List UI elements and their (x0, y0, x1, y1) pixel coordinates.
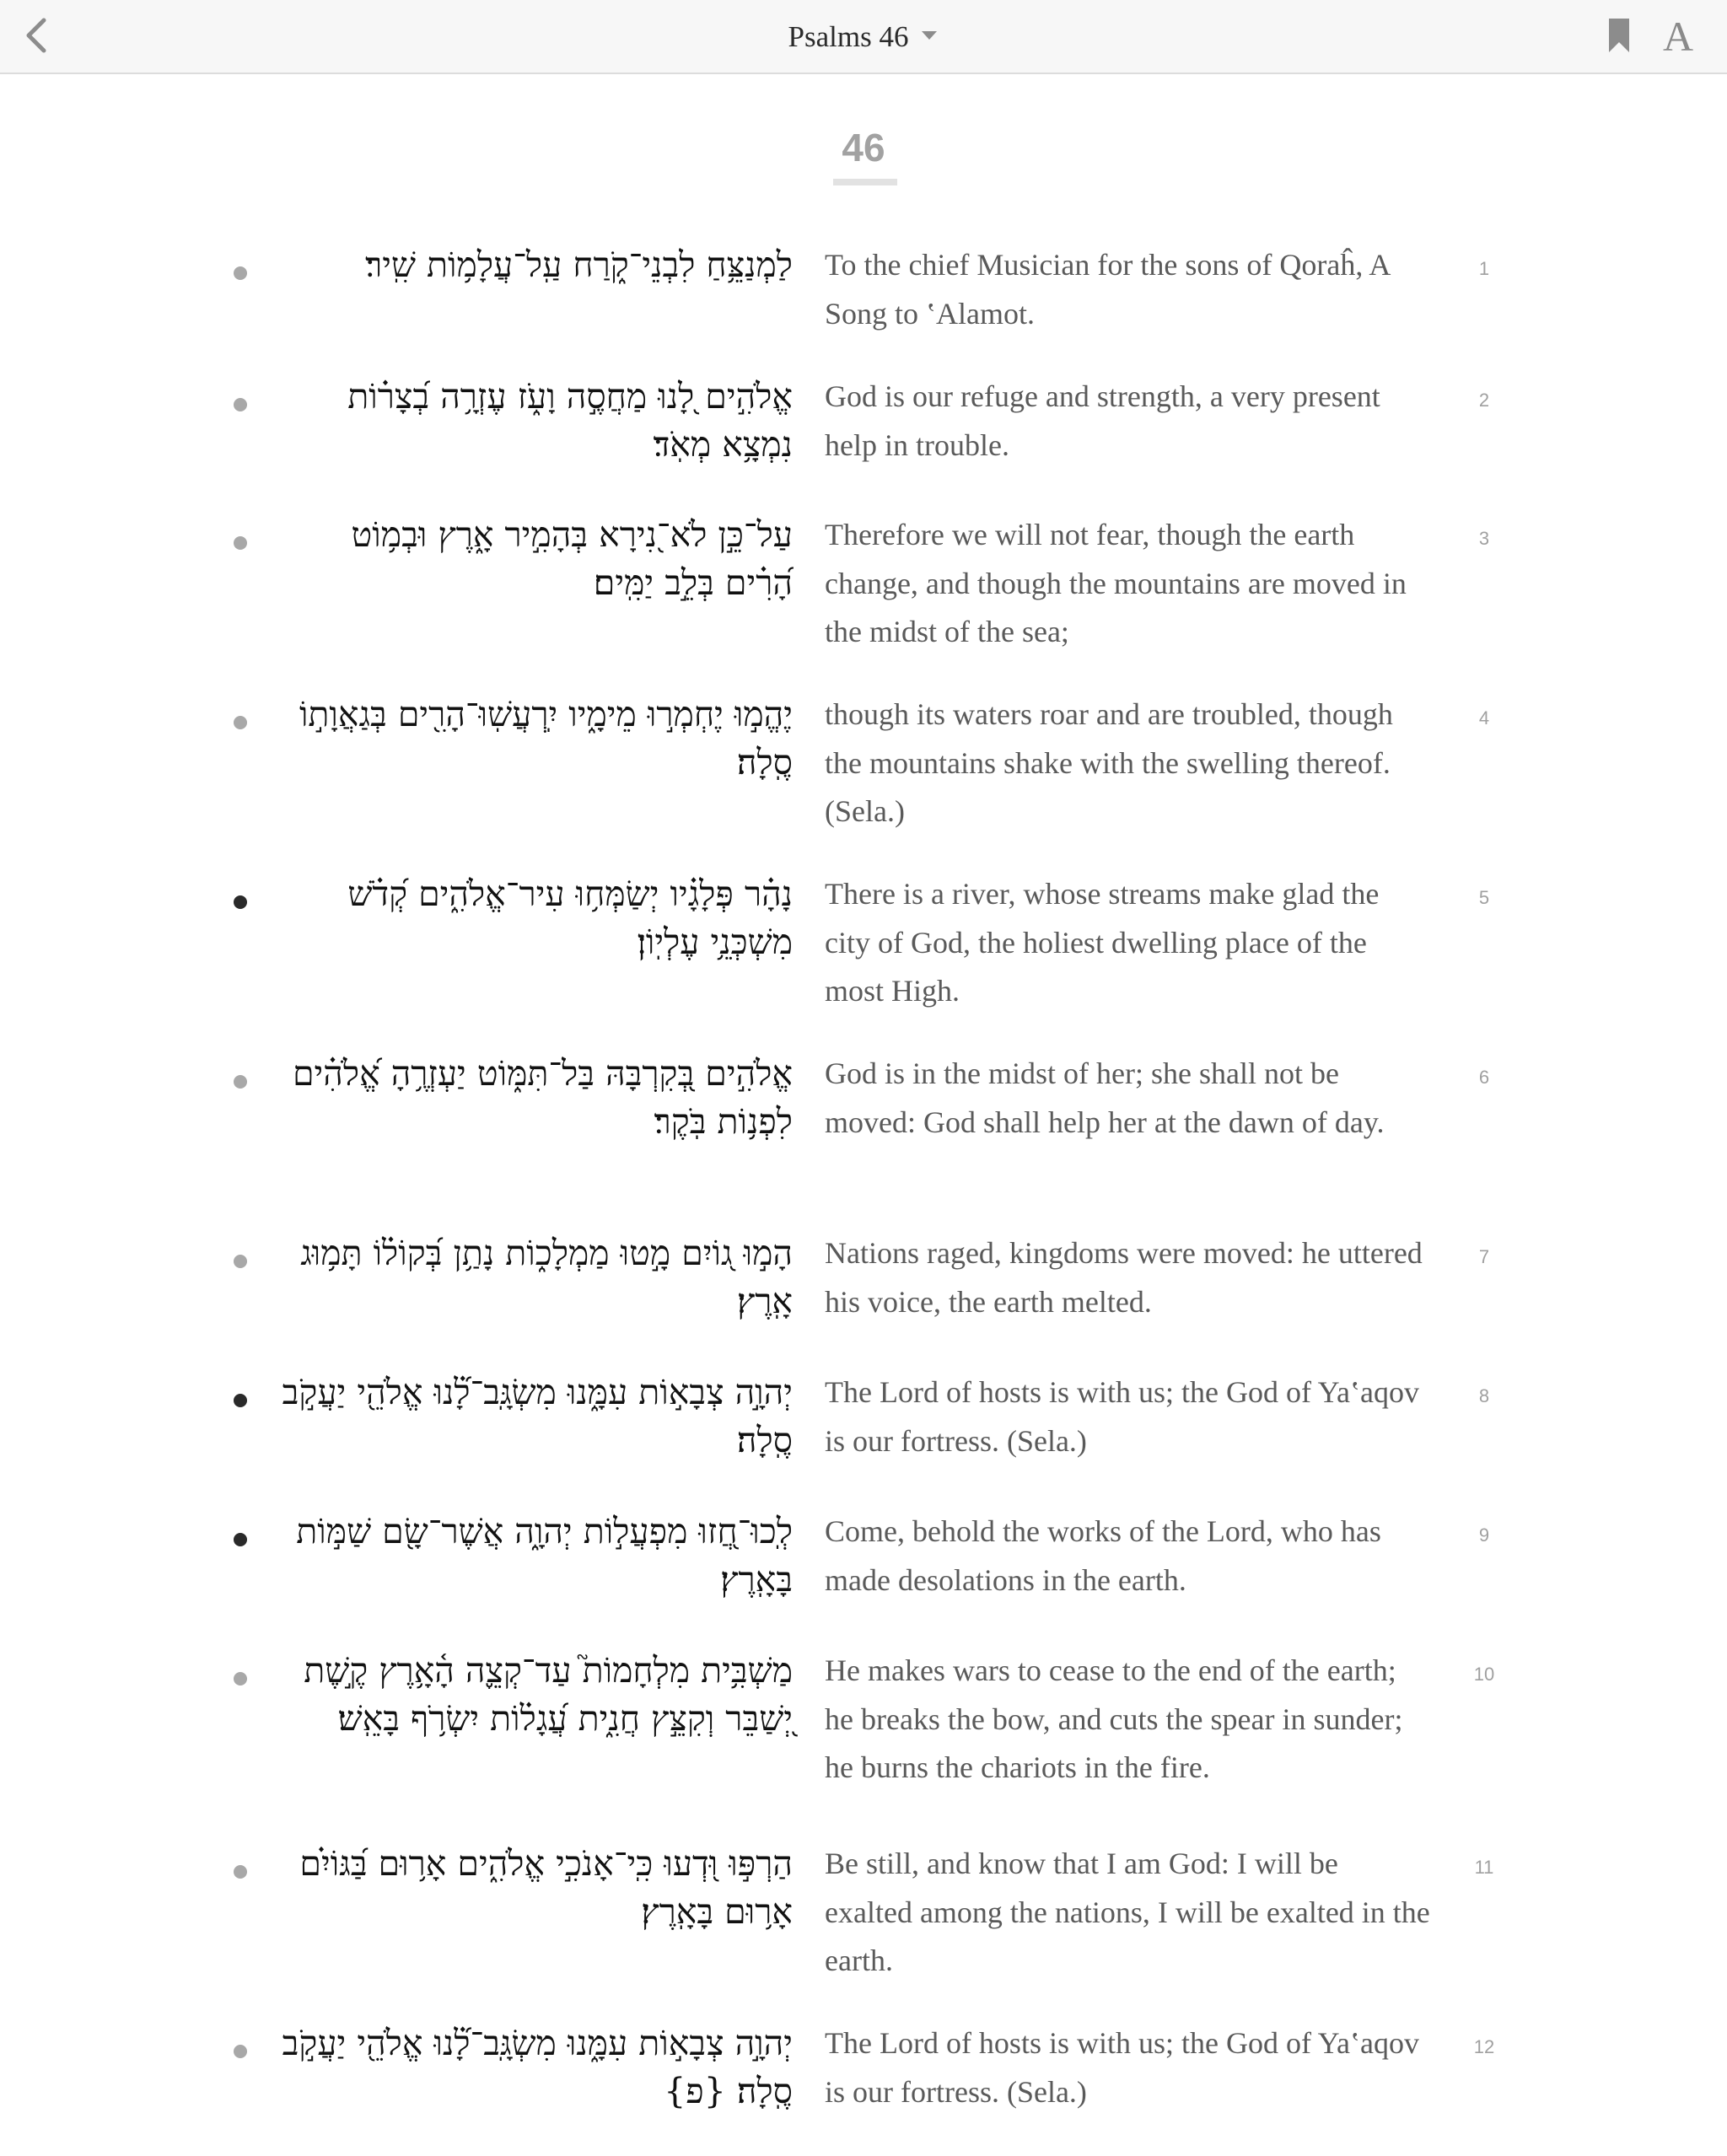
top-bar (0, 0, 1727, 74)
font-settings-button[interactable]: A (1662, 13, 1694, 60)
caret-down-icon (920, 30, 939, 41)
verse-marker-dot[interactable] (234, 1865, 247, 1879)
verse-english: To the chief Musician for the sons of Qoraĥ, A Song to ʽAlamot. (825, 248, 1390, 331)
verse-english: The Lord of hosts is with us; the God of Yaʽaqov is our fortress. (Sela.) (825, 2026, 1419, 2109)
verse-hebrew: עַל־כֵּ֣ן לֹא־נִ֭ירָא בְּהָמִ֣יר אָ֑רֶץ וּבְמ֥וֹט הָ֝רִ֗ים בְּלֵ֣ב יַמִּֽים׃ (351, 514, 793, 603)
verse-english: Nations raged, kingdoms were moved: he uttered his voice, the earth melted. (825, 1236, 1423, 1319)
verse-number: 4 (1478, 707, 1490, 729)
verse-marker-dot[interactable] (234, 536, 247, 550)
verse-hebrew: אֱלֹהִ֣ים בְּ֭קִרְבָּהּ בַּל־תִּמּ֑וֹט יַעְזְרֶ֥הָ אֱ֝לֹהִ֗ים לִפְנ֥וֹת בֹּֽקֶר׃ (292, 1053, 793, 1142)
verse-marker-dot[interactable] (234, 1672, 247, 1686)
verse-number: 10 (1473, 1664, 1495, 1685)
verse-marker-dot[interactable] (234, 716, 247, 729)
verse-number: 11 (1474, 1857, 1494, 1878)
verse-english: He makes wars to cease to the end of the earth; he breaks the bow, and cuts the spear in sunder; he burns the chariots in the fire. (825, 1653, 1403, 1784)
verse-hebrew: נָהָ֗ר פְּלָגָ֗יו יְשַׂמְּח֥וּ עִיר־אֱלֹהִ֑ים קְ֝דֹ֗שׁ מִשְׁכְּנֵ֥י עֶלְיֽוֹן׃ (347, 874, 793, 962)
verse-number: 9 (1478, 1524, 1490, 1546)
verse-hebrew: הָמ֣וּ ג֭וֹיִם מָ֣טוּ מַמְלָכ֑וֹת נָתַ֥ן בְּ֝קוֹל֗וֹ תָּמ֥וּג אָֽרֶץ׃ (300, 1233, 793, 1321)
bookmark-button[interactable] (1602, 15, 1636, 56)
verse-english: though its waters roar and are troubled, though the mountains shake with the swelling thereof. (Sela.) (825, 697, 1393, 828)
verse-hebrew: יְהוָ֣ה צְבָא֣וֹת עִמָּ֑נוּ מִשְׂגָּֽב־לָ֝֗נוּ אֱלֹהֵ֖י יַעֲקֹ֣ב סֶֽלָה׃ {פ} (282, 2023, 793, 2111)
chapter-selector-button[interactable] (788, 20, 939, 54)
verse-hebrew: לַמְנַצֵּ֥חַ לִבְנֵי־קֹ֑רַח עַֽל־עֲלָמ֥וֹת שִֽׁיר׃ (365, 245, 793, 285)
verse-english: God is our refuge and strength, a very present help in trouble. (825, 379, 1380, 462)
page-title: Psalms 46 (788, 20, 909, 53)
verse-number: 5 (1478, 887, 1490, 908)
verse-hebrew: מַשְׁבִּ֥ית מִלְחָמוֹת֮ עַד־קְצֵ֢ה הָ֫אָ֥רֶץ קֶ֣שֶׁת יְ֭שַׁבֵּר וְקִצֵּ֣ץ חֲנִ֑ית עֲ֝גָל֗וֹת יִשְׂרֹ֥ף בָּאֵֽשׁ׃ (304, 1650, 793, 1739)
verse-marker-dot[interactable] (234, 1075, 247, 1089)
verse-marker-dot[interactable] (234, 266, 247, 280)
verse-number: 7 (1478, 1246, 1490, 1267)
verse-hebrew: יְהוָ֣ה צְבָא֣וֹת עִמָּ֑נוּ מִשְׂגָּֽב־לָ֝֗נוּ אֱלֹהֵ֖י יַעֲקֹ֣ב סֶֽלָה׃ (282, 1372, 793, 1460)
verse-marker-dot[interactable] (234, 895, 247, 909)
verse-english: God is in the midst of her; she shall not be moved: God shall help her at the dawn of day. (825, 1056, 1385, 1139)
verse-number: 2 (1478, 390, 1490, 411)
verse-number: 8 (1478, 1385, 1490, 1406)
verse-marker-dot[interactable] (234, 1394, 247, 1407)
verse-hebrew: יֶהֱמ֣וּ יֶחְמְר֣וּ מֵימָ֑יו יִֽרְעֲשֽׁוּ־הָרִ֖ים בְּגַאֲוָת֣וֹ סֶֽלָה׃ (299, 694, 793, 782)
verse-number: 6 (1478, 1067, 1490, 1088)
verse-english: Be still, and know that I am God: I will be exalted among the nations, I will be exalted in the earth. (825, 1847, 1430, 1977)
verse-hebrew: אֱלֹהִ֣ים לָ֭נוּ מַחֲסֶ֣ה וָעֹ֑ז עֶזְרָ֥ה בְ֝צָר֗וֹת נִמְצָ֥א מְאֹֽד׃ (347, 376, 793, 465)
chapter-number: 46 (842, 126, 885, 169)
verse-marker-dot[interactable] (234, 398, 247, 411)
chapter-underline (833, 179, 897, 185)
verse-number: 12 (1473, 2036, 1495, 2057)
verse-english: The Lord of hosts is with us; the God of Yaʽaqov is our fortress. (Sela.) (825, 1375, 1419, 1458)
verse-marker-dot[interactable] (234, 1255, 247, 1268)
verse-number: 1 (1478, 258, 1490, 279)
title-container (0, 0, 1727, 74)
verse-english: Come, behold the works of the Lord, who has made desolations in the earth. (825, 1514, 1381, 1597)
verse-english: There is a river, whose streams make glad the city of God, the holiest dwelling place of the most High. (825, 877, 1380, 1008)
verse-marker-dot[interactable] (234, 1533, 247, 1546)
bookmark-icon (1602, 15, 1636, 56)
verse-marker-dot[interactable] (234, 2045, 247, 2058)
verse-hebrew: הַרְפּ֣וּ וּ֭דְעוּ כִּֽי־אָנֹכִ֣י אֱלֹהִ֑ים אָר֥וּם בַּ֝גּוֹיִ֗ם אָר֥וּם בָּאָֽרֶץ׃ (299, 1843, 793, 1932)
verse-english: Therefore we will not fear, though the earth change, and though the mountains are moved in the midst of the sea; (825, 518, 1407, 648)
verse-number: 3 (1478, 528, 1490, 549)
verse-hebrew: לְֽכוּ־חֲ֭זוּ מִפְעֲל֣וֹת יְהוָ֑ה אֲשֶׁר־שָׂ֖ם שַׁמּ֣וֹת בָּאָֽרֶץ׃ (296, 1511, 793, 1600)
